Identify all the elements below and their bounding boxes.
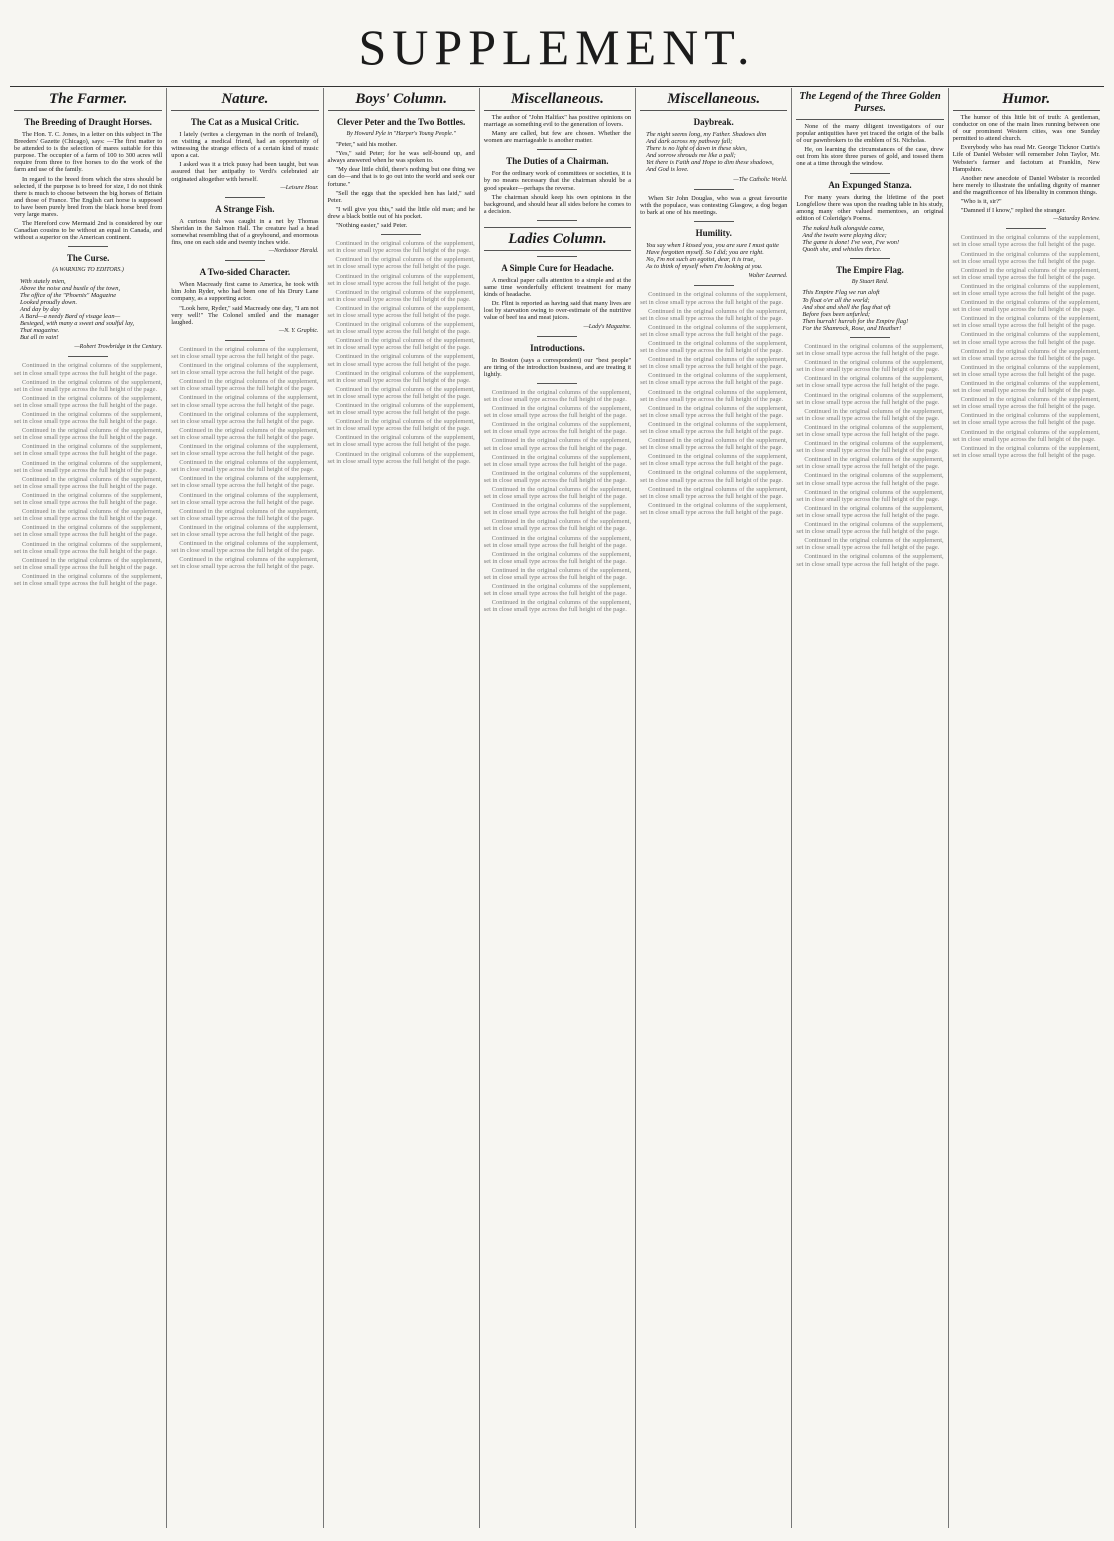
article-paragraph: For the ordinary work of committees or societies, it is by no means necessary that the chairman should be a good speaker—perhaps the reverse.	[483, 170, 632, 192]
poem-line: With stately mien,	[20, 277, 66, 285]
poem-line: The game is done! I've won, I've won!	[802, 239, 900, 247]
continued-text: Continued in the original columns of the supplement, set in close small type across the full height of the page.	[14, 475, 163, 490]
continued-text: Continued in the original columns of the supplement, set in close small type across the full height of the page.	[483, 534, 632, 549]
continued-text: Continued in the original columns of the supplement, set in close small type across the full height of the page.	[483, 566, 632, 582]
continued-text: Continued in the original columns of the supplement, set in close small type across the full height of the page.	[640, 469, 788, 484]
poem-line: Yet there is Faith and Hope to dim these shadows,	[646, 159, 774, 167]
poem-line: A Bard—a needy Bard of visage lean—	[20, 312, 121, 320]
article-paragraph: Another new anecdote of Daniel Webster is recorded here merely to illustrate the unfailing dignity of manner and the magnificence of his liberality in common things.	[952, 174, 1100, 196]
article-signature: —Leisure Hour.	[280, 184, 319, 191]
continued-text: Continued in the original columns of the supplement, set in close small type across the full height of the page.	[796, 440, 944, 455]
article-paragraph: A medical paper calls attention to a simple and at the same time wonderfully efficient treatment for many kinds of headache.	[483, 276, 632, 299]
article-paragraph: "Look here, Ryder," said Macready one day, "I am not very well!" The Colonel smiled and the manager laughed.	[171, 304, 319, 326]
poem-line: Besieged, with many a sweet and soulful lay,	[20, 320, 135, 328]
column-4	[479, 88, 635, 1528]
column-heading: Nature.	[171, 88, 318, 111]
poem-line: And the twain were playing dice;	[802, 232, 887, 240]
article-divider	[225, 260, 265, 261]
continued-text: Continued in the original columns of the supplement, set in close small type across the full height of the page.	[796, 407, 944, 422]
article-title: The Empire Flag.	[836, 265, 904, 276]
continued-text: Continued in the original columns of the supplement, set in close small type across the full height of the page.	[483, 437, 632, 452]
article-paragraph: The author of "John Halifax" has positive opinions on marriage as something evil to the generation of lovers.	[483, 114, 632, 129]
article-divider	[850, 173, 890, 174]
article-paragraph: I lately (writes a clergyman in the north of Ireland), on visiting a medical friend, had an opportunity of witnessing the strange effects of a certain kind of music upon a cat.	[171, 131, 319, 160]
article-divider	[68, 246, 108, 247]
column-heading: Miscellaneous.	[484, 88, 631, 111]
poem-line: And God is love.	[646, 166, 689, 174]
article-signature: —Saturday Review.	[1053, 216, 1100, 223]
continued-text: Continued in the original columns of the supplement, set in close small type across the full height of the page.	[327, 321, 475, 336]
poem-line: As to think of myself when I'm looking at you.	[646, 263, 763, 271]
continued-text: Continued in the original columns of the supplement, set in close small type across the full height of the page.	[796, 488, 944, 503]
continued-text: Continued in the original columns of the supplement, set in close small type across the full height of the page.	[796, 359, 944, 374]
continued-text: Continued in the original columns of the supplement, set in close small type across the full height of the page.	[171, 394, 319, 409]
continued-text: Continued in the original columns of the supplement, set in close small type across the full height of the page.	[327, 369, 475, 384]
continued-text: Continued in the original columns of the supplement, set in close small type across the full height of the page.	[952, 380, 1100, 395]
continued-text: Continued in the original columns of the supplement, set in close small type across the full height of the page.	[952, 266, 1100, 281]
article-paragraph: None of the many diligent investigators of our popular antiquities have yet traced the origin of the balls of our pawnbrokers to the emblem of St. Nicholas.	[796, 123, 944, 145]
column-heading: Humor.	[953, 88, 1100, 111]
column-2	[166, 88, 322, 1528]
column-1	[10, 88, 166, 1528]
poem-line: Quoth she, and whistles thrice.	[802, 246, 882, 254]
article-paragraph: "My dear little child, there's nothing but one thing we can do—and that is to go out into the world and seek our fortune."	[327, 166, 475, 188]
continued-text: Continued in the original columns of the supplement, set in close small type across the full height of the page.	[952, 412, 1100, 427]
continued-text: Continued in the original columns of the supplement, set in close small type across the full height of the page.	[327, 256, 475, 271]
poem-line: And sorrow shrouds me like a pall;	[646, 152, 736, 160]
page-title: SUPPLEMENT.	[358, 19, 756, 75]
continued-text: Continued in the original columns of the supplement, set in close small type across the full height of the page.	[640, 291, 788, 306]
continued-text: Continued in the original columns of the supplement, set in close small type across the full height of the page.	[640, 372, 788, 387]
continued-text: Continued in the original columns of the supplement, set in close small type across the full height of the page.	[796, 504, 944, 519]
poem-stanza	[640, 242, 787, 270]
masthead-rule	[10, 86, 1104, 87]
poem-line: This Empire Flag we run aloft	[802, 289, 880, 297]
column-heading: Boys' Column.	[328, 88, 475, 111]
continued-text: Continued in the original columns of the supplement, set in close small type across the full height of the page.	[171, 426, 319, 441]
poem-stanza	[796, 225, 943, 253]
continued-text: Continued in the original columns of the supplement, set in close small type across the full height of the page.	[640, 404, 788, 419]
continued-text: Continued in the original columns of the supplement, set in close small type across the full height of the page.	[952, 299, 1100, 314]
poem-line: The naked hulk alongside came,	[802, 224, 885, 232]
continued-text: Continued in the original columns of the supplement, set in close small type across the full height of the page.	[14, 572, 163, 587]
continued-text: Continued in the original columns of the supplement, set in close small type across the full height of the page.	[14, 491, 163, 507]
continued-text: Continued in the original columns of the supplement, set in close small type across the full height of the page.	[171, 507, 319, 522]
article-divider	[850, 337, 890, 338]
continued-text: Continued in the original columns of the supplement, set in close small type across the full height of the page.	[952, 250, 1100, 265]
continued-text: Continued in the original columns of the supplement, set in close small type across the full height of the page.	[952, 347, 1100, 362]
article-paragraph: He, on learning the circumstances of the case, drew out from his store three purses of gold, and tossed them one at a time through the window.	[796, 146, 944, 168]
poem-line: And shot and shell the flag that oft	[802, 303, 891, 311]
article-divider	[537, 336, 577, 337]
article-paragraph: The Hereford cow Mermaid 2nd is considered by our Canadian cousins to be without an equal in Canada, and without a superior on the American continent.	[14, 220, 163, 242]
continued-text: Continued in the original columns of the supplement, set in close small type across the full height of the page.	[171, 345, 319, 360]
poem-line: Looked proudly down.	[20, 298, 78, 306]
continued-text: Continued in the original columns of the supplement, set in close small type across the full height of the page.	[952, 234, 1100, 249]
article-divider	[225, 340, 265, 341]
column-7	[948, 88, 1104, 1528]
continued-text: Continued in the original columns of the supplement, set in close small type across the full height of the page.	[171, 459, 319, 474]
column-5	[635, 88, 791, 1528]
continued-text: Continued in the original columns of the supplement, set in close small type across the full height of the page.	[171, 556, 319, 571]
continued-text: Continued in the original columns of the supplement, set in close small type across the full height of the page.	[327, 240, 475, 255]
column-heading: The Farmer.	[14, 88, 162, 111]
continued-text: Continued in the original columns of the supplement, set in close small type across the full height of the page.	[640, 485, 788, 500]
article-divider	[381, 234, 421, 235]
article-divider	[537, 383, 577, 384]
continued-text: Continued in the original columns of the supplement, set in close small type across the full height of the page.	[327, 304, 475, 319]
article-title: The Curse.	[66, 253, 110, 264]
article-title: Daybreak.	[693, 117, 734, 127]
continued-text: Continued in the original columns of the supplement, set in close small type across the full height of the page.	[952, 331, 1100, 346]
article-divider	[537, 220, 577, 221]
article-divider	[694, 189, 734, 190]
continued-text: Continued in the original columns of the supplement, set in close small type across the full height of the page.	[483, 421, 632, 436]
article-paragraph: A curious fish was caught in a net by Thomas Sheridan in the Salmon Hall. The creature had a head somewhat resembling that of a greyhound, and enormous fins, one on each side and twenty inches wide.	[171, 217, 319, 247]
continued-text: Continued in the original columns of the supplement, set in close small type across the full height of the page.	[640, 307, 788, 322]
continued-text: Continued in the original columns of the supplement, set in close small type across the full height of the page.	[327, 272, 475, 287]
continued-text: Continued in the original columns of the supplement, set in close small type across the full height of the page.	[640, 388, 788, 403]
poem-line: And day by day	[20, 305, 60, 313]
continued-text: Continued in the original columns of the supplement, set in close small type across the full height of the page.	[14, 540, 163, 555]
poem-line: And dark across my pathway fall;	[646, 138, 733, 146]
article-paragraph: In Boston (says a correspondent) our "best people" are tiring of the introduction business, and are treating it lightly.	[483, 356, 632, 378]
article-paragraph: I asked was it a trick pussy had been taught, but was assured that her antipathy to Verdi's celebrated air originated altogether with herself.	[171, 161, 319, 183]
continued-text: Continued in the original columns of the supplement, set in close small type across the full height of the page.	[14, 378, 163, 393]
continued-text: Continued in the original columns of the supplement, set in close small type across the full height of the page.	[14, 508, 163, 523]
poem-line: You say when I kissed you, you are sure I must quite	[646, 241, 779, 249]
article-divider	[1006, 228, 1046, 229]
article-signature: Walter Learned.	[748, 273, 788, 280]
poem-stanza	[14, 278, 162, 342]
article-signature: —Nordstoor Herald.	[268, 248, 319, 255]
article-title: An Expunged Stanza.	[828, 179, 912, 190]
article-signature: —Robert Trowbridge in the Century.	[74, 344, 163, 351]
continued-text: Continued in the original columns of the supplement, set in close small type across the full height of the page.	[171, 362, 319, 377]
article-paragraph: In regard to the breed from which the sires should be selected, if the purpose is to breed for size, I do not think there is much to choose between the big horses of Britain and those of France. The English cart horse is supposed to have been purely bred from the black horse bred from very large mares.	[14, 175, 163, 219]
article-title: The Duties of a Chairman.	[506, 156, 609, 167]
article-paragraph: Everybody who has read Mr. George Ticknor Curtis's Life of Daniel Webster will remember John Taylor, Mr. Webster's farmer and factotum at Franklin, New Hampshire.	[952, 144, 1100, 173]
continued-text: Continued in the original columns of the supplement, set in close small type across the full height of the page.	[796, 375, 944, 390]
article-paragraph: The chairman should keep his own opinions in the background, and should hear all sides before he comes to a decision.	[483, 193, 632, 215]
continued-text: Continued in the original columns of the supplement, set in close small type across the full height of the page.	[640, 323, 788, 338]
article-title: A Simple Cure for Headache.	[501, 262, 614, 273]
continued-text: Continued in the original columns of the supplement, set in close small type across the full height of the page.	[14, 394, 163, 409]
continued-text: Continued in the original columns of the supplement, set in close small type across the full height of the page.	[640, 437, 788, 452]
continued-text: Continued in the original columns of the supplement, set in close small type across the full height of the page.	[796, 342, 944, 358]
continued-text: Continued in the original columns of the supplement, set in close small type across the full height of the page.	[483, 599, 632, 614]
continued-text: Continued in the original columns of the supplement, set in close small type across the full height of the page.	[171, 523, 319, 539]
article-paragraph: "Sell the eggs that the speckled hen has laid," said Peter.	[327, 189, 475, 204]
continued-text: Continued in the original columns of the supplement, set in close small type across the full height of the page.	[796, 472, 944, 487]
article-paragraph: When Macready first came to America, he took with him John Ryder, who had been one of his Drury Lane company, as a supporting actor.	[171, 281, 319, 303]
continued-text: Continued in the original columns of the supplement, set in close small type across the full height of the page.	[483, 388, 632, 403]
poem-line: That magazine.	[20, 327, 60, 335]
continued-text: Continued in the original columns of the supplement, set in close small type across the full height of the page.	[327, 434, 475, 449]
article-paragraph: "Who is it, sir?"	[960, 198, 1002, 206]
article-divider	[68, 356, 108, 357]
continued-text: Continued in the original columns of the supplement, set in close small type across the full height of the page.	[171, 540, 319, 555]
article-divider	[225, 197, 265, 198]
article-paragraph: Dr. Flint is reported as having said that many lives are lost by starvation owing to over-estimate of the nutritive value of beef tea and meat juices.	[483, 300, 632, 322]
article-paragraph: "Damned if I know," replied the stranger.	[960, 207, 1066, 215]
article-divider	[694, 285, 734, 286]
article-divider	[537, 149, 577, 150]
continued-text: Continued in the original columns of the supplement, set in close small type across the full height of the page.	[14, 362, 163, 377]
poem-line: Above the noise and bustle of the town,	[20, 284, 121, 292]
continued-text: Continued in the original columns of the supplement, set in close small type across the full height of the page.	[171, 475, 319, 490]
poem-line: Before foes been unfurled;	[802, 310, 871, 318]
poem-stanza	[640, 131, 787, 174]
section-heading: Ladies Column.	[484, 227, 631, 251]
continued-text: Continued in the original columns of the supplement, set in close small type across the full height of the page.	[327, 402, 475, 417]
article-title: The Cat as a Musical Critic.	[190, 117, 299, 127]
continued-text: Continued in the original columns of the supplement, set in close small type across the full height of the page.	[483, 469, 632, 484]
continued-text: Continued in the original columns of the supplement, set in close small type across the full height of the page.	[640, 501, 788, 516]
article-paragraph: The humor of this little bit of truth: A gentleman, conductor on one of the main lines running between one of our prominent Western cities, was one Sunday permitted to attend church.	[952, 114, 1100, 143]
article-signature: —Lady's Magazine.	[583, 323, 632, 330]
column-3	[323, 88, 479, 1528]
continued-text: Continued in the original columns of the supplement, set in close small type across the full height of the page.	[796, 553, 944, 568]
continued-text: Continued in the original columns of the supplement, set in close small type across the full height of the page.	[952, 363, 1100, 378]
continued-text: Continued in the original columns of the supplement, set in close small type across the full height of the page.	[483, 453, 632, 468]
poem-line: The office of the "Phoenix" Magazine	[20, 291, 117, 299]
article-title: Clever Peter and the Two Bottles.	[337, 117, 466, 127]
column-heading: The Legend of the Three Golden Purses.	[796, 88, 943, 120]
continued-text: Continued in the original columns of the supplement, set in close small type across the full height of the page.	[952, 315, 1100, 330]
article-signature: —The Catholic World.	[733, 176, 788, 183]
continued-text: Continued in the original columns of the supplement, set in close small type across the full height of the page.	[14, 411, 163, 426]
continued-text: Continued in the original columns of the supplement, set in close small type across the full height of the page.	[796, 456, 944, 471]
column-heading: Miscellaneous.	[640, 88, 787, 111]
article-paragraph: The Hon. T. C. Jones, in a letter on this subject in The Breeders' Gazette (Chicago), says: —The first matter to be attended to is the selection of mares suitable for this purpose. The occupier of a farm of 100 to 300 acres will require from three to five horses to do the work of the farm and use of the family.	[14, 131, 163, 174]
continued-text: Continued in the original columns of the supplement, set in close small type across the full height of the page.	[952, 428, 1100, 443]
continued-text: Continued in the original columns of the supplement, set in close small type across the full height of the page.	[327, 353, 475, 368]
poem-line: No, I'm not such an egotist, dear, it is true,	[646, 256, 755, 264]
article-divider	[850, 258, 890, 259]
continued-text: Continued in the original columns of the supplement, set in close small type across the full height of the page.	[796, 423, 944, 438]
poem-line: Then hurrah! hurrah for the Empire flag!	[802, 317, 909, 325]
continued-text: Continued in the original columns of the supplement, set in close small type across the full height of the page.	[327, 385, 475, 400]
article-title: The Breeding of Draught Horses.	[24, 117, 152, 127]
continued-text: Continued in the original columns of the supplement, set in close small type across the full height of the page.	[14, 524, 163, 539]
continued-text: Continued in the original columns of the supplement, set in close small type across the full height of the page.	[952, 282, 1100, 297]
poem-line: For the Shamrock, Rose, and Heather!	[802, 324, 902, 332]
continued-text: Continued in the original columns of the supplement, set in close small type across the full height of the page.	[14, 556, 163, 571]
continued-text: Continued in the original columns of the supplement, set in close small type across the full height of the page.	[952, 444, 1100, 459]
continued-text: Continued in the original columns of the supplement, set in close small type across the full height of the page.	[327, 288, 475, 303]
poem-line: Have forgotten myself. So I did; you are right.	[646, 249, 764, 257]
continued-text: Continued in the original columns of the supplement, set in close small type across the full height of the page.	[952, 396, 1100, 411]
continued-text: Continued in the original columns of the supplement, set in close small type across the full height of the page.	[171, 491, 319, 506]
article-divider	[694, 221, 734, 222]
continued-text: Continued in the original columns of the supplement, set in close small type across the full height of the page.	[640, 356, 788, 371]
article-paragraph: "Yes," said Peter; for he was self-bound up, and always answered when he was spoken to.	[327, 150, 475, 165]
continued-text: Continued in the original columns of the supplement, set in close small type across the full height of the page.	[14, 427, 163, 442]
continued-text: Continued in the original columns of the supplement, set in close small type across the full height of the page.	[483, 518, 632, 533]
poem-line: There is no light of dawn in these skies,	[646, 145, 747, 153]
continued-text: Continued in the original columns of the supplement, set in close small type across the full height of the page.	[640, 420, 788, 435]
continued-text: Continued in the original columns of the supplement, set in close small type across the full height of the page.	[327, 450, 475, 465]
continued-text: Continued in the original columns of the supplement, set in close small type across the full height of the page.	[483, 486, 632, 501]
continued-text: Continued in the original columns of the supplement, set in close small type across the full height of the page.	[640, 453, 788, 468]
continued-text: Continued in the original columns of the supplement, set in close small type across the full height of the page.	[327, 337, 475, 352]
continued-text: Continued in the original columns of the supplement, set in close small type across the full height of the page.	[171, 378, 319, 393]
article-paragraph: "Nothing easier," said Peter.	[335, 222, 408, 230]
article-byline: (A WARNING TO EDITORS.)	[52, 267, 124, 274]
article-divider	[537, 256, 577, 257]
continued-text: Continued in the original columns of the supplement, set in close small type across the full height of the page.	[640, 339, 788, 355]
continued-text: Continued in the original columns of the supplement, set in close small type across the full height of the page.	[483, 405, 632, 420]
article-paragraph: For many years during the lifetime of the poet Longfellow there was upon the reading table in his study, among many other valued mementoes, an original edition of Coleridge's Poems.	[796, 193, 944, 222]
newspaper-columns	[10, 88, 1104, 1528]
continued-text: Continued in the original columns of the supplement, set in close small type across the full height of the page.	[14, 459, 163, 474]
article-signature: —N. Y. Graphic.	[278, 327, 319, 334]
continued-text: Continued in the original columns of the supplement, set in close small type across the full height of the page.	[483, 550, 632, 565]
poem-stanza	[796, 289, 943, 332]
article-paragraph: "Peter," said his mother.	[335, 141, 398, 149]
article-title: Introductions.	[530, 342, 585, 353]
poem-line: The night seems long, my Father. Shadows dim	[646, 131, 767, 138]
continued-text: Continued in the original columns of the supplement, set in close small type across the full height of the page.	[796, 521, 944, 536]
column-6	[791, 88, 947, 1528]
poem-line: But all in vain!	[20, 334, 59, 342]
article-paragraph: "I will give you this," said the little old man; and he drew a black bottle out of his pocket.	[327, 205, 475, 220]
continued-text: Continued in the original columns of the supplement, set in close small type across the full height of the page.	[483, 502, 632, 517]
article-byline: By Stuart Reid.	[851, 279, 889, 286]
continued-text: Continued in the original columns of the supplement, set in close small type across the full height of the page.	[171, 443, 319, 458]
continued-text: Continued in the original columns of the supplement, set in close small type across the full height of the page.	[327, 418, 475, 433]
article-title: A Strange Fish.	[215, 203, 275, 214]
masthead	[0, 8, 1114, 86]
article-paragraph: When Sir John Douglas, who was a great favourite with the populace, was contesting Glasgow, a dog began to bark at one of his meetings.	[640, 194, 788, 216]
continued-text: Continued in the original columns of the supplement, set in close small type across the full height of the page.	[796, 391, 944, 406]
continued-text: Continued in the original columns of the supplement, set in close small type across the full height of the page.	[483, 583, 632, 598]
article-byline: By Howard Pyle in "Harper's Young People."	[346, 131, 456, 137]
continued-text: Continued in the original columns of the supplement, set in close small type across the full height of the page.	[171, 410, 319, 425]
poem-line: To float o'er all the world;	[802, 296, 870, 304]
article-paragraph: Many are called, but few are chosen. Whether the women are marriageable is another matter.	[483, 130, 632, 145]
article-title: Humility.	[695, 227, 732, 238]
article-title: A Two-sided Character.	[199, 267, 291, 278]
continued-text: Continued in the original columns of the supplement, set in close small type across the full height of the page.	[14, 443, 163, 458]
continued-text: Continued in the original columns of the supplement, set in close small type across the full height of the page.	[796, 537, 944, 552]
